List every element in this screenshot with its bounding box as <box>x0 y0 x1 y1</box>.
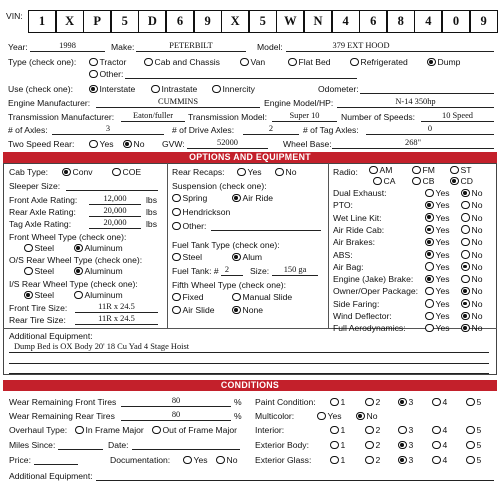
rear-recaps-yes[interactable]: Yes <box>237 167 262 177</box>
radio-button <box>425 225 434 234</box>
fuel-size-label: Size: <box>250 266 270 276</box>
is-rear-wheel-type-label: I/S Rear Wheel Type (check one): <box>9 279 138 289</box>
equipment-item-yes[interactable]: Yes <box>425 225 450 235</box>
documentation-no[interactable]: No <box>216 455 238 465</box>
rating-option[interactable]: 4 <box>432 455 447 465</box>
radio-button <box>461 225 470 234</box>
front-tire-size-field[interactable]: 11R x 24.5 <box>98 302 135 311</box>
rating-option[interactable]: 2 <box>365 397 380 407</box>
rating-option[interactable]: 3 <box>398 397 413 407</box>
radio-button <box>232 253 241 262</box>
engine-model-label: Engine Model/HP: <box>264 98 334 108</box>
equipment-item-label: Side Faring: <box>333 298 380 309</box>
rating-option[interactable]: 1 <box>330 397 345 407</box>
vin-char-box[interactable]: 9 <box>470 10 498 33</box>
equipment-item-no[interactable]: No <box>461 299 483 309</box>
radio-button <box>89 85 98 94</box>
fuel-tank-type-label: Fuel Tank Type (check one): <box>172 240 280 250</box>
rear-recaps-no[interactable]: No <box>275 167 297 177</box>
multicolor-label: Multicolor: <box>255 411 295 421</box>
fifth-wheel-type-label: Fifth Wheel Type (check one): <box>172 280 286 290</box>
vin-char-box[interactable]: 5 <box>249 10 277 33</box>
radio-button <box>232 306 241 315</box>
drive-axles-field[interactable]: 2 <box>268 124 274 133</box>
front-wheel-type-label: Front Wheel Type (check one): <box>9 232 127 242</box>
radio-button <box>144 58 153 67</box>
radio-button <box>356 412 365 421</box>
date-field[interactable] <box>132 449 240 450</box>
rear-tire-size-label: Rear Tire Size: <box>9 315 66 325</box>
front-axle-rating-field[interactable]: 12,000 <box>103 194 127 203</box>
radio-button <box>365 441 374 450</box>
gvw-label: GVW: <box>162 139 185 149</box>
radio-button <box>151 85 160 94</box>
equipment-item-no[interactable]: No <box>461 311 483 321</box>
fifth-wheel-none[interactable]: None <box>232 305 263 315</box>
radio-button <box>74 267 83 276</box>
radio-button <box>425 312 434 321</box>
radio-button <box>75 426 84 435</box>
rating-option[interactable]: 2 <box>365 455 380 465</box>
radio-button <box>275 168 284 177</box>
radio-button <box>461 275 470 284</box>
vin-char-box[interactable]: N <box>304 10 332 33</box>
radio-button <box>461 189 470 198</box>
radio-button <box>74 244 83 253</box>
number-of-speeds-label: Number of Speeds: <box>341 112 416 122</box>
suspension-other-field[interactable] <box>211 230 321 231</box>
equipment-item-label: Wind Deflector: <box>333 311 392 321</box>
overhaul-out-of-frame-major[interactable]: Out of Frame Major <box>152 425 237 435</box>
engine-manufacturer-field[interactable]: CUMMINS <box>157 97 199 106</box>
radio-button <box>425 250 434 259</box>
fifth-wheel-manual-slide[interactable]: Manual Slide <box>232 292 292 302</box>
radio-button <box>398 398 407 407</box>
radio-button <box>232 194 241 203</box>
fifth-wheel-air-slide[interactable]: Air Slide <box>172 305 215 315</box>
equipment-item-yes[interactable]: Yes <box>425 200 450 210</box>
radio-button <box>89 70 98 79</box>
cab-type-coe[interactable]: COE <box>112 167 141 177</box>
vin-char-box[interactable]: X <box>221 10 249 33</box>
rating-option[interactable]: 5 <box>466 397 481 407</box>
price-field[interactable] <box>34 464 78 465</box>
radio-button <box>398 426 407 435</box>
fuel-size-field[interactable]: 150 ga <box>283 265 307 274</box>
radio-button <box>461 250 470 259</box>
type-option-flat-bed[interactable]: Flat Bed <box>288 57 331 67</box>
front-axle-rating-label: Front Axle Rating: <box>9 195 78 205</box>
radio-button <box>373 177 382 186</box>
equipment-item-no[interactable]: No <box>461 286 483 296</box>
radio-cd[interactable]: CD <box>450 176 473 186</box>
radio-button <box>466 441 475 450</box>
axles-field[interactable]: 3 <box>105 124 111 133</box>
transmission-model-label: Transmission Model: <box>188 112 267 122</box>
type-option-refrigerated[interactable]: Refrigerated <box>350 57 408 67</box>
gvw-field[interactable]: 52000 <box>217 138 238 147</box>
lbs-unit: lbs <box>146 207 157 217</box>
lbs-unit: lbs <box>146 219 157 229</box>
transmission-model-field[interactable]: Super 10 <box>289 111 320 120</box>
conditions-additional-equipment-field[interactable] <box>96 480 494 481</box>
equipment-item-yes[interactable]: Yes <box>425 311 450 321</box>
wear-front-tires-field[interactable]: 80 <box>171 396 181 405</box>
radio-button <box>425 275 434 284</box>
vin-char-box[interactable]: W <box>276 10 304 33</box>
paint-condition-label: Paint Condition: <box>255 397 316 407</box>
equipment-item-yes[interactable]: Yes <box>425 262 450 272</box>
rating-option[interactable]: 4 <box>432 425 447 435</box>
radio-fm[interactable]: FM <box>412 165 435 175</box>
radio-am[interactable]: AM <box>369 165 392 175</box>
sleeper-size-field[interactable] <box>66 190 158 191</box>
radio-button <box>24 291 33 300</box>
radio-button <box>212 85 221 94</box>
type-option-tractor[interactable]: Tractor <box>89 57 126 67</box>
radio-button <box>237 168 246 177</box>
date-label: Date: <box>108 440 129 450</box>
radio-button <box>398 456 407 465</box>
options-banner: OPTIONS AND EQUIPMENT <box>3 152 497 163</box>
equipment-item-label: Air Bag: <box>333 261 364 272</box>
vin-char-box[interactable]: 4 <box>414 10 442 33</box>
radio-button <box>152 426 161 435</box>
radio-button <box>461 287 470 296</box>
miles-since-field[interactable] <box>58 449 103 450</box>
documentation-yes[interactable]: Yes <box>183 455 208 465</box>
radio-button <box>350 58 359 67</box>
sleeper-size-label: Sleeper Size: <box>9 181 61 191</box>
radio-button <box>330 441 339 450</box>
suspension-other[interactable]: Other: <box>172 221 206 231</box>
rating-option[interactable]: 4 <box>432 397 447 407</box>
front-tire-size-label: Front Tire Size: <box>9 303 68 313</box>
two-speed-rear-no[interactable]: No <box>123 139 145 149</box>
price-label: Price: <box>9 455 31 465</box>
radio-cb[interactable]: CB <box>412 176 434 186</box>
radio-ca[interactable]: CA <box>373 176 395 186</box>
radio-button <box>240 58 249 67</box>
radio-button <box>425 201 434 210</box>
miles-since-label: Miles Since: <box>9 440 56 450</box>
radio-button <box>365 456 374 465</box>
equipment-item-no[interactable]: No <box>461 213 483 223</box>
radio-button <box>466 398 475 407</box>
transmission-manufacturer-field[interactable]: Eaton/fuller <box>133 111 173 120</box>
front-wheel-steel[interactable]: Steel <box>24 243 54 253</box>
radio-button <box>461 324 470 333</box>
percent-unit: % <box>234 397 242 407</box>
vin-char-box[interactable]: 1 <box>28 10 56 33</box>
suspension-hendrickson[interactable]: Hendrickson <box>172 207 230 217</box>
rating-option[interactable]: 4 <box>432 440 447 450</box>
radio-button <box>24 244 33 253</box>
equipment-item-yes[interactable]: Yes <box>425 323 450 333</box>
equipment-item-label: Full Aerodynamics: <box>333 323 406 334</box>
vin-char-box[interactable]: P <box>83 10 111 33</box>
rear-axle-rating-label: Rear Axle Rating: <box>9 207 76 217</box>
rear-tire-size-field[interactable]: 11R x 24.5 <box>98 314 135 323</box>
radio-button <box>89 140 98 149</box>
radio-st[interactable]: ST <box>450 165 471 175</box>
wheel-base-field[interactable]: 268" <box>405 138 421 147</box>
equipment-item-label: Air Ride Cab: <box>333 224 385 235</box>
equipment-item-label: Dual Exhaust: <box>333 188 387 198</box>
equipment-item-yes[interactable]: Yes <box>425 286 450 296</box>
wheel-base-label: Wheel Base: <box>283 139 332 149</box>
make-field[interactable]: PETERBILT <box>169 41 213 50</box>
radio-button <box>432 456 441 465</box>
exterior-glass-label: Exterior Glass: <box>255 455 312 465</box>
radio-button <box>412 166 421 175</box>
radio-button <box>183 456 192 465</box>
engine-manufacturer-label: Engine Manufacturer: <box>8 98 91 108</box>
vin-char-box[interactable]: 9 <box>194 10 222 33</box>
type-other-field[interactable] <box>125 78 357 79</box>
use-label: Use (check one): <box>8 84 73 94</box>
equipment-item-yes[interactable]: Yes <box>425 237 450 247</box>
tag-axles-field[interactable]: 0 <box>427 124 433 133</box>
model-label: Model: <box>257 42 283 52</box>
os-rear-wheel-aluminum[interactable]: Aluminum <box>74 266 123 276</box>
is-rear-wheel-steel[interactable]: Steel <box>24 290 54 300</box>
number-of-speeds-field[interactable]: 10 Speed <box>442 111 473 120</box>
radio-button <box>425 287 434 296</box>
equipment-item-no[interactable]: No <box>461 274 483 284</box>
radio-button <box>369 166 378 175</box>
equipment-item-no[interactable]: No <box>461 188 483 198</box>
radio-button <box>74 291 83 300</box>
equipment-item-no[interactable]: No <box>461 225 483 235</box>
type-option-dump[interactable]: Dump <box>427 57 460 67</box>
cab-type-conv[interactable]: Conv <box>62 167 93 177</box>
year-field[interactable]: 1998 <box>59 41 76 50</box>
type-option-van[interactable]: Van <box>240 57 265 67</box>
radio-button <box>172 194 181 203</box>
vin-char-box[interactable]: 5 <box>111 10 139 33</box>
vin-char-box[interactable]: 4 <box>332 10 360 33</box>
equipment-item-no[interactable]: No <box>461 262 483 272</box>
radio-button <box>425 213 434 222</box>
radio-button <box>450 177 459 186</box>
rating-option[interactable]: 1 <box>330 455 345 465</box>
radio-button <box>317 412 326 421</box>
front-wheel-aluminum[interactable]: Aluminum <box>74 243 123 253</box>
radio-button <box>432 426 441 435</box>
radio-button <box>461 312 470 321</box>
two-speed-rear-yes[interactable]: Yes <box>89 139 114 149</box>
vin-char-box[interactable]: X <box>56 10 84 33</box>
engine-model-field[interactable]: N-14 350hp <box>395 97 436 106</box>
radio-button <box>466 456 475 465</box>
vin-char-box[interactable]: D <box>138 10 166 33</box>
suspension-spring[interactable]: Spring <box>172 193 207 203</box>
equipment-item-no[interactable]: No <box>461 237 483 247</box>
equipment-item-label: Engine (Jake) Brake: <box>333 274 414 285</box>
fuel-tank-count-field[interactable]: 2 <box>224 265 230 274</box>
radio-button <box>450 166 459 175</box>
wear-front-tires-label: Wear Remaining Front Tires <box>9 397 117 407</box>
radio-button <box>330 426 339 435</box>
model-field[interactable]: 379 EXT HOOD <box>332 41 390 50</box>
equipment-item-label: ABS: <box>333 249 353 260</box>
multicolor-no[interactable]: No <box>356 411 378 421</box>
rating-option[interactable]: 5 <box>466 425 481 435</box>
documentation-label: Documentation: <box>110 455 171 465</box>
radio-label: Radio: <box>333 167 358 177</box>
equipment-item-label: Owner/Oper Package: <box>333 286 419 297</box>
radio-button <box>425 299 434 308</box>
conditions-additional-equipment-label: Additional Equipment: <box>9 471 93 481</box>
radio-button <box>330 456 339 465</box>
equipment-item-label: Wet Line Kit: <box>333 212 382 223</box>
make-label: Make: <box>111 42 135 52</box>
os-rear-wheel-type-label: O/S Rear Wheel Type (check one): <box>9 255 143 265</box>
equipment-item-no[interactable]: No <box>461 323 483 333</box>
additional-equipment-label: Additional Equipment: <box>9 331 93 341</box>
radio-button <box>112 168 121 177</box>
use-option-interstate[interactable]: Interstate <box>89 84 135 94</box>
rear-axle-rating-field[interactable]: 20,000 <box>103 206 127 215</box>
equipment-item-label: Air Brakes: <box>333 237 376 248</box>
equipment-item-yes[interactable]: Yes <box>425 274 450 284</box>
use-option-innercity[interactable]: Innercity <box>212 84 255 94</box>
radio-button <box>172 306 181 315</box>
drive-axles-label: # of Drive Axles: <box>172 125 235 135</box>
multicolor-yes[interactable]: Yes <box>317 411 342 421</box>
radio-button <box>216 456 225 465</box>
radio-button <box>365 398 374 407</box>
vin-char-box[interactable]: 6 <box>166 10 194 33</box>
radio-button <box>288 58 297 67</box>
radio-button <box>425 324 434 333</box>
radio-button <box>398 441 407 450</box>
equipment-item-yes[interactable]: Yes <box>425 213 450 223</box>
radio-button <box>425 262 434 271</box>
radio-button <box>461 201 470 210</box>
two-speed-rear-label: Two Speed Rear: <box>8 139 75 149</box>
conditions-banner: CONDITIONS <box>3 380 497 391</box>
axles-label: # of Axles: <box>8 125 48 135</box>
vin-char-box[interactable]: 8 <box>387 10 415 33</box>
equipment-item-no[interactable]: No <box>461 200 483 210</box>
rating-option[interactable]: 2 <box>365 425 380 435</box>
use-option-intrastate[interactable]: Intrastate <box>151 84 197 94</box>
overhaul-in-frame-major[interactable]: In Frame Major <box>75 425 144 435</box>
radio-button <box>89 58 98 67</box>
exterior-body-label: Exterior Body: <box>255 440 309 450</box>
suspension-label: Suspension (check one): <box>172 181 267 191</box>
vin-label: VIN: <box>6 11 23 21</box>
lbs-unit: lbs <box>146 195 157 205</box>
radio-button <box>461 238 470 247</box>
radio-button <box>425 238 434 247</box>
equipment-item-no[interactable]: No <box>461 250 483 260</box>
radio-button <box>172 253 181 262</box>
fuel-tank-steel[interactable]: Steel <box>172 252 202 262</box>
equipment-item-yes[interactable]: Yes <box>425 250 450 260</box>
type-label: Type (check one): <box>8 57 77 67</box>
rear-recaps-label: Rear Recaps: <box>172 167 225 177</box>
radio-button <box>172 222 181 231</box>
transmission-manufacturer-label: Transmission Manufacturer: <box>8 112 115 122</box>
is-rear-wheel-aluminum[interactable]: Aluminum <box>74 290 123 300</box>
radio-button <box>412 177 421 186</box>
rating-option[interactable]: 1 <box>330 440 345 450</box>
percent-unit: % <box>234 411 242 421</box>
fifth-wheel-fixed[interactable]: Fixed <box>172 292 204 302</box>
radio-button <box>461 262 470 271</box>
radio-button <box>466 426 475 435</box>
additional-equipment-field[interactable]: Dump Bed is OX Body 20' 18 Cu Yad 4 Stage Hoist <box>14 342 190 351</box>
year-label: Year: <box>8 42 28 52</box>
rating-option[interactable]: 5 <box>466 455 481 465</box>
rating-option[interactable]: 2 <box>365 440 380 450</box>
type-option-cab-and-chassis[interactable]: Cab and Chassis <box>144 57 220 67</box>
radio-button <box>461 213 470 222</box>
radio-button <box>432 441 441 450</box>
radio-button <box>24 267 33 276</box>
vin-char-box[interactable]: 0 <box>442 10 470 33</box>
radio-button <box>123 140 132 149</box>
cab-type-label: Cab Type: <box>9 167 49 177</box>
rating-option[interactable]: 5 <box>466 440 481 450</box>
equipment-item-yes[interactable]: Yes <box>425 299 450 309</box>
fuel-tank-count-label: Fuel Tank: # <box>172 266 219 276</box>
radio-button <box>427 58 436 67</box>
rating-option[interactable]: 1 <box>330 425 345 435</box>
tag-axles-label: # of Tag Axles: <box>303 125 359 135</box>
interior-label: Interior: <box>255 425 285 435</box>
radio-button <box>62 168 71 177</box>
equipment-item-yes[interactable]: Yes <box>425 188 450 198</box>
rating-option[interactable]: 3 <box>398 425 413 435</box>
radio-button <box>172 293 181 302</box>
os-rear-wheel-steel[interactable]: Steel <box>24 266 54 276</box>
odometer-label: Odometer: <box>318 84 359 94</box>
overhaul-type-label: Overhaul Type: <box>9 425 68 435</box>
radio-button <box>365 426 374 435</box>
tag-axle-rating-field[interactable]: 20,000 <box>103 218 127 227</box>
radio-button <box>232 293 241 302</box>
suspension-air-ride[interactable]: Air Ride <box>232 193 273 203</box>
vin-char-box[interactable]: 6 <box>359 10 387 33</box>
type-option-other[interactable]: Other: <box>89 69 123 79</box>
radio-button <box>330 398 339 407</box>
wear-rear-tires-field[interactable]: 80 <box>171 410 181 419</box>
rating-option[interactable]: 3 <box>398 440 413 450</box>
wear-rear-tires-label: Wear Remaining Rear Tires <box>9 411 115 421</box>
radio-button <box>172 208 181 217</box>
equipment-item-label: PTO: <box>333 200 353 211</box>
tag-axle-rating-label: Tag Axle Rating: <box>9 219 72 229</box>
radio-button <box>425 189 434 198</box>
radio-button <box>432 398 441 407</box>
rating-option[interactable]: 3 <box>398 455 413 465</box>
radio-button <box>461 299 470 308</box>
fuel-tank-alum[interactable]: Alum <box>232 252 262 262</box>
